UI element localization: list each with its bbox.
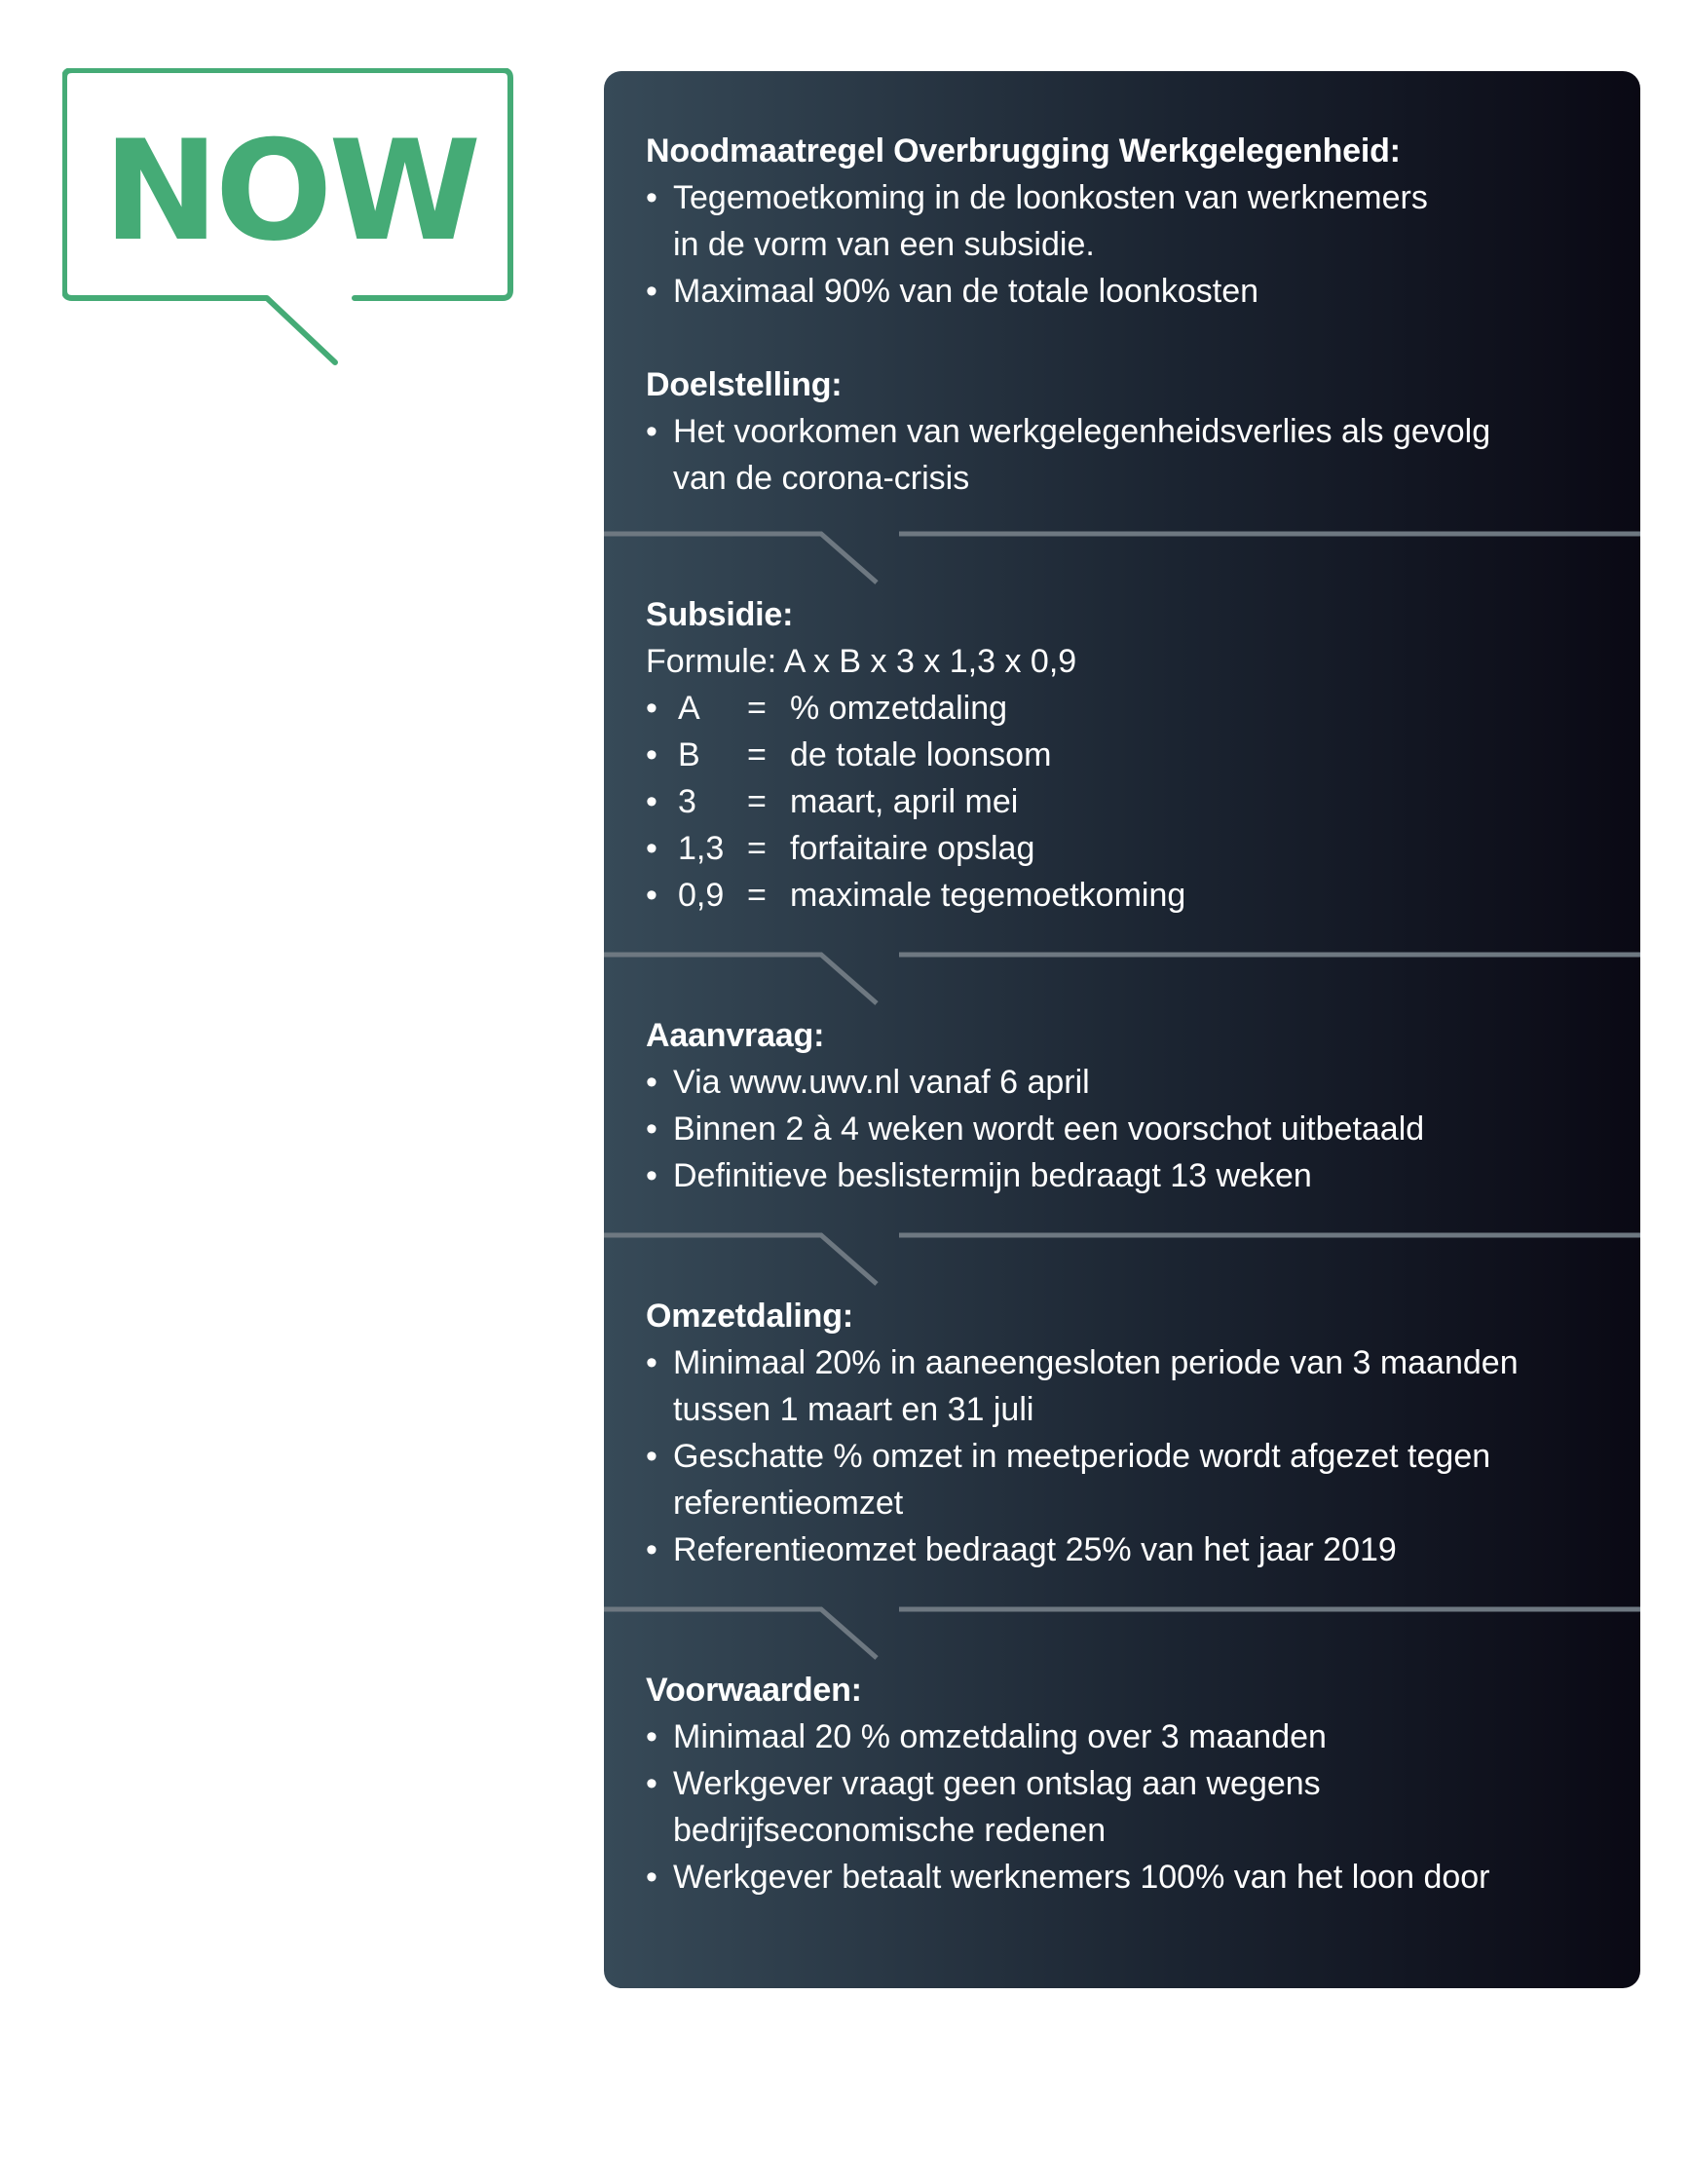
list-item-text: • Maximaal 90% van de totale loonkosten bbox=[673, 273, 1259, 310]
list-item-text: • Geschatte % omzet in meetperiode wordt afgezet tegen bbox=[673, 1438, 1491, 1475]
section-title: Noodmaatregel Overbrugging Werkgelegenheid: bbox=[646, 132, 1401, 169]
list-item-text: • Het voorkomen van werkgelegenheidsverlies als gevolg bbox=[673, 413, 1491, 450]
section-omzetdaling bbox=[646, 1293, 1601, 1573]
section-title: Omzetdaling: bbox=[646, 1298, 853, 1335]
section-title: Subsidie: bbox=[646, 596, 794, 633]
list-item bbox=[646, 268, 1601, 315]
formula-equals: = bbox=[747, 736, 767, 773]
section-title: Voorwaarden: bbox=[646, 1672, 862, 1709]
formula-key: 3 bbox=[678, 783, 696, 820]
section-divider bbox=[604, 529, 1640, 587]
section-noodmaatregel bbox=[646, 128, 1601, 502]
list-item-text: in de vorm van een subsidie. bbox=[673, 226, 1095, 263]
list-item-text: • Minimaal 20% in aaneengesloten periode van 3 maanden bbox=[673, 1344, 1519, 1381]
bullet-dot: • bbox=[646, 877, 657, 914]
formula-description: maart, april mei bbox=[790, 783, 1019, 820]
list-item bbox=[646, 1106, 1601, 1152]
section-aanvraag bbox=[646, 1012, 1601, 1199]
formula-row bbox=[646, 732, 1601, 778]
section-divider bbox=[604, 1604, 1640, 1663]
section-divider bbox=[604, 1230, 1640, 1289]
section-divider bbox=[604, 950, 1640, 1008]
section-subsidie bbox=[646, 591, 1601, 919]
section-voorwaarden bbox=[646, 1667, 1601, 1901]
list-item-text: • Via www.uwv.nl vanaf 6 april bbox=[673, 1064, 1090, 1101]
list-item bbox=[646, 408, 1601, 502]
formula-description: forfaitaire opslag bbox=[790, 830, 1035, 867]
logo-text: NOW bbox=[102, 111, 478, 272]
list-item bbox=[646, 1713, 1601, 1760]
list-item-text: referentieomzet bbox=[673, 1485, 904, 1522]
formula-row bbox=[646, 872, 1601, 919]
list-item bbox=[646, 1339, 1601, 1433]
list-item-text: van de corona-crisis bbox=[673, 460, 970, 497]
formula-key: 0,9 bbox=[678, 877, 725, 914]
list-item bbox=[646, 174, 1601, 268]
list-item bbox=[646, 1760, 1601, 1854]
bullet-dot: • bbox=[646, 830, 657, 867]
formula-description: % omzetdaling bbox=[790, 690, 1008, 727]
list-item-text: • Werkgever betaalt werknemers 100% van het loon door bbox=[673, 1859, 1490, 1896]
list-item-text: • Tegemoetkoming in de loonkosten van werknemers bbox=[673, 179, 1428, 216]
formula-equals: = bbox=[747, 877, 767, 914]
bullet-dot: • bbox=[646, 736, 657, 773]
list-item-text: bedrijfseconomische redenen bbox=[673, 1812, 1107, 1849]
list-item bbox=[646, 1526, 1601, 1573]
list-item-text: • Definitieve beslistermijn bedraagt 13 weken bbox=[673, 1157, 1312, 1194]
formula-text: Formule: A x B x 3 x 1,3 x 0,9 bbox=[646, 643, 1077, 680]
bullet-dot: • bbox=[646, 690, 657, 727]
section-subtitle: Doelstelling: bbox=[646, 366, 843, 403]
bullet-dot: • bbox=[646, 783, 657, 820]
list-item-text: • Binnen 2 à 4 weken wordt een voorschot uitbetaald bbox=[673, 1111, 1425, 1148]
formula-row bbox=[646, 825, 1601, 872]
formula-equals: = bbox=[747, 690, 767, 727]
section-title: Aaanvraag: bbox=[646, 1017, 825, 1054]
formula-key: B bbox=[678, 736, 700, 773]
info-panel bbox=[604, 71, 1640, 1988]
formula-equals: = bbox=[747, 830, 767, 867]
formula-key: 1,3 bbox=[678, 830, 725, 867]
list-item-text: tussen 1 maart en 31 juli bbox=[673, 1391, 1034, 1428]
formula-description: maximale tegemoetkoming bbox=[790, 877, 1186, 914]
list-item bbox=[646, 1152, 1601, 1199]
formula-key: A bbox=[678, 690, 700, 727]
formula-row bbox=[646, 685, 1601, 732]
list-item bbox=[646, 1433, 1601, 1526]
list-item-text: • Minimaal 20 % omzetdaling over 3 maanden bbox=[673, 1718, 1327, 1755]
formula-equals: = bbox=[747, 783, 767, 820]
now-logo bbox=[62, 68, 534, 372]
formula-description: de totale loonsom bbox=[790, 736, 1052, 773]
list-item bbox=[646, 1854, 1601, 1901]
list-item-text: • Werkgever vraagt geen ontslag aan wegens bbox=[673, 1765, 1321, 1802]
list-item bbox=[646, 1059, 1601, 1106]
list-item-text: • Referentieomzet bedraagt 25% van het jaar 2019 bbox=[673, 1531, 1397, 1568]
formula-row bbox=[646, 778, 1601, 825]
